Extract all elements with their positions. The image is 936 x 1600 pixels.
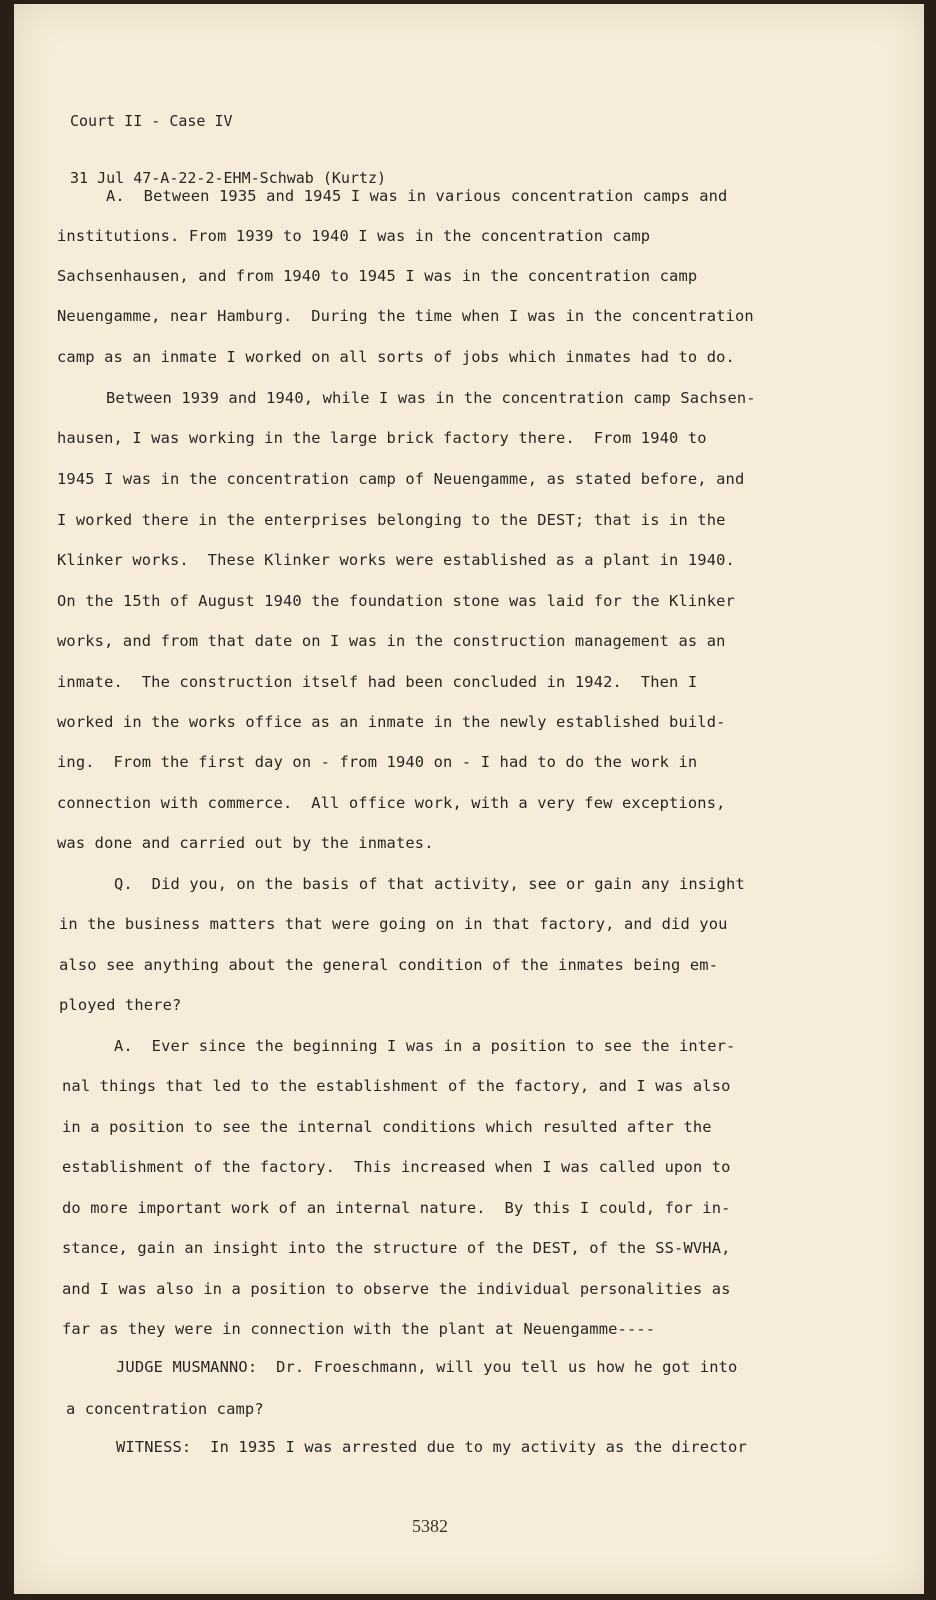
- transcript-line: in the business matters that were going on in that factory, and did you: [59, 915, 728, 933]
- transcript-line: institutions. From 1939 to 1940 I was in the concentration camp: [57, 227, 651, 245]
- transcript-line: JUDGE MUSMANNO: Dr. Froeschmann, will you tell us how he got into: [116, 1358, 738, 1376]
- transcript-line: Q. Did you, on the basis of that activity, see or gain any insight: [114, 875, 745, 893]
- transcript-line: A. Between 1935 and 1945 I was in various concentration camps and: [106, 187, 728, 205]
- header-date-line: 31 Jul 47-A-22-2-EHM-Schwab (Kurtz): [70, 169, 387, 187]
- transcript-line: I worked there in the enterprises belonging to the DEST; that is in the: [57, 511, 726, 529]
- transcript-line: do more important work of an internal nature. By this I could, for in-: [62, 1199, 731, 1217]
- transcript-line: a concentration camp?: [66, 1400, 264, 1418]
- transcript-line: was done and carried out by the inmates.: [57, 834, 434, 852]
- transcript-line: A. Ever since the beginning I was in a position to see the inter-: [114, 1037, 736, 1055]
- header-case-line: Court II - Case IV: [70, 112, 233, 130]
- transcript-line: in a position to see the internal conditions which resulted after the: [62, 1118, 712, 1136]
- transcript-line: hausen, I was working in the large brick factory there. From 1940 to: [57, 429, 707, 447]
- transcript-line: On the 15th of August 1940 the foundation stone was laid for the Klinker: [57, 592, 735, 610]
- transcript-line: inmate. The construction itself had been concluded in 1942. Then I: [57, 673, 698, 691]
- transcript-line: also see anything about the general condition of the inmates being em-: [59, 956, 719, 974]
- transcript-line: ployed there?: [59, 996, 182, 1014]
- transcript-line: 1945 I was in the concentration camp of Neuengamme, as stated before, and: [57, 470, 745, 488]
- transcript-line: worked in the works office as an inmate in the newly established build-: [57, 713, 726, 731]
- transcript-line: establishment of the factory. This increased when I was called upon to: [62, 1158, 731, 1176]
- transcript-line: ing. From the first day on - from 1940 on - I had to do the work in: [57, 753, 698, 771]
- document-page: [14, 4, 924, 1594]
- transcript-line: connection with commerce. All office work, with a very few exceptions,: [57, 794, 726, 812]
- transcript-line: Neuengamme, near Hamburg. During the time when I was in the concentration: [57, 307, 754, 325]
- transcript-line: and I was also in a position to observe the individual personalities as: [62, 1280, 731, 1298]
- page-number: 5382: [412, 1516, 448, 1536]
- transcript-line: Klinker works. These Klinker works were established as a plant in 1940.: [57, 551, 735, 569]
- transcript-line: stance, gain an insight into the structure of the DEST, of the SS-WVHA,: [62, 1239, 731, 1257]
- transcript-line: nal things that led to the establishment of the factory, and I was also: [62, 1077, 731, 1095]
- transcript-line: far as they were in connection with the plant at Neuengamme----: [62, 1320, 656, 1338]
- transcript-line: Sachsenhausen, and from 1940 to 1945 I was in the concentration camp: [57, 267, 698, 285]
- transcript-line: WITNESS: In 1935 I was arrested due to my activity as the director: [116, 1438, 747, 1456]
- transcript-line: works, and from that date on I was in the construction management as an: [57, 632, 726, 650]
- transcript-line: Between 1939 and 1940, while I was in the concentration camp Sachsen-: [106, 389, 756, 407]
- transcript-line: camp as an inmate I worked on all sorts of jobs which inmates had to do.: [57, 348, 735, 366]
